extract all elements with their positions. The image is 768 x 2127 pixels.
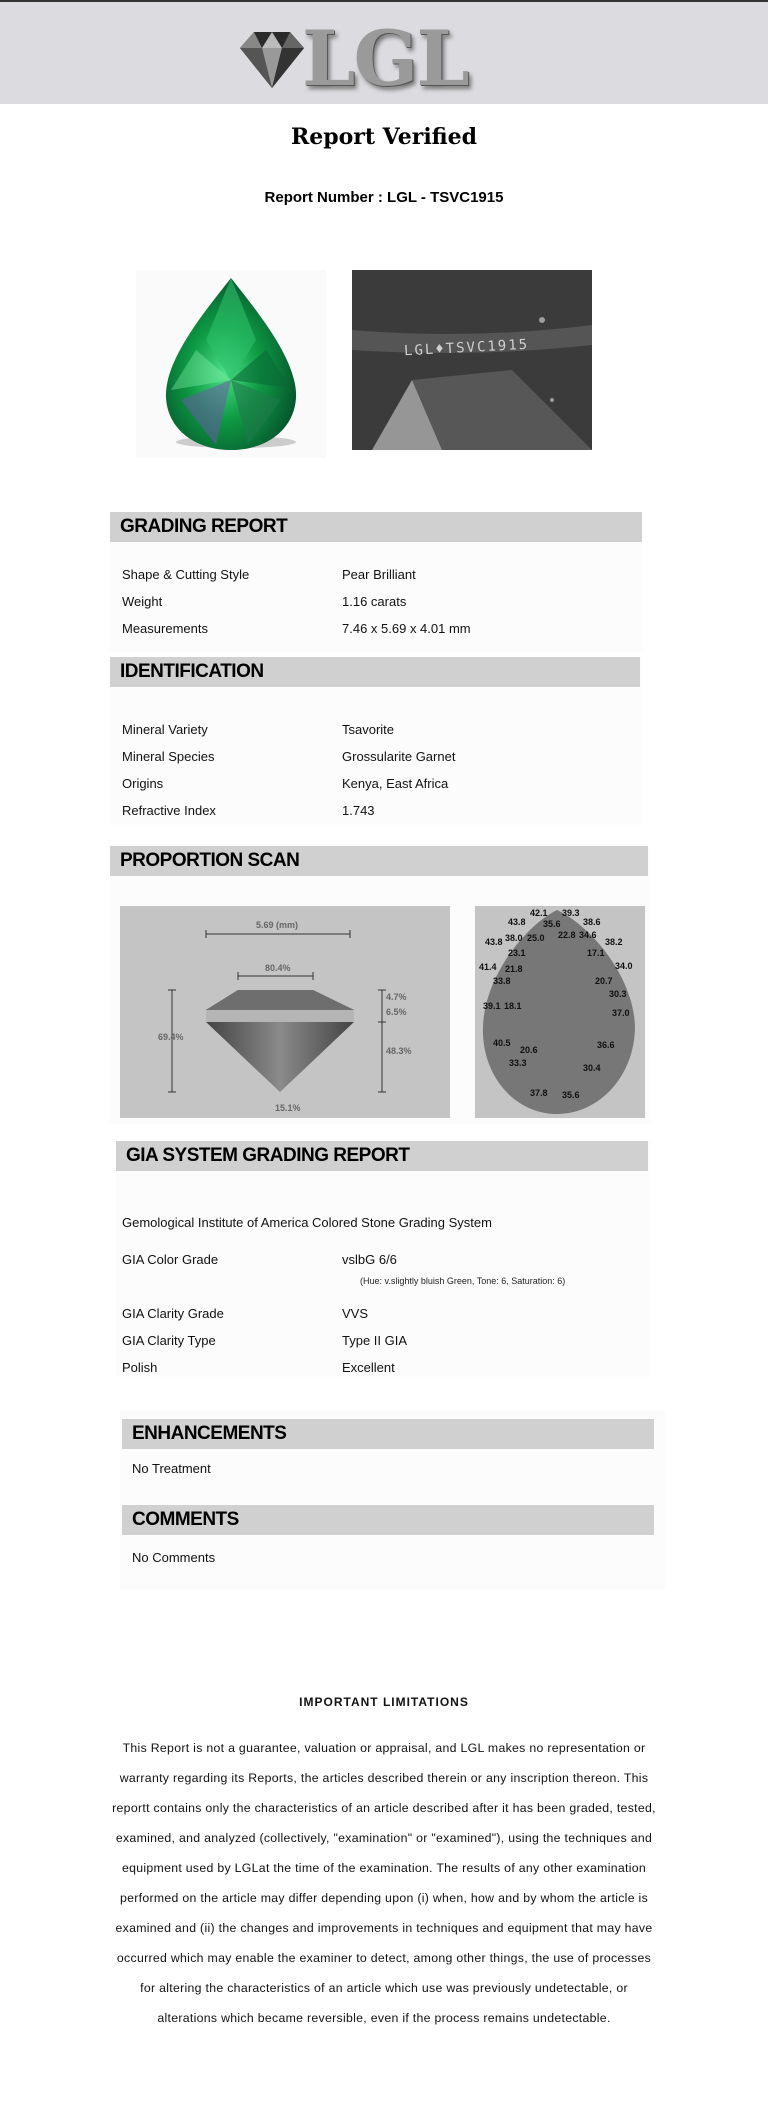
lgl-logo (232, 14, 492, 103)
gia-intro-text: Gemological Institute of America Colored Stone Grading System (122, 1215, 492, 1230)
row-label: Polish (122, 1360, 158, 1375)
row-value: VVS (342, 1306, 369, 1321)
scan-value: 35.6 (543, 919, 561, 929)
scan-value: 34.6 (579, 930, 597, 940)
profile-girdle-label: 6.5% (386, 1007, 407, 1017)
scan-value: 37.0 (612, 1008, 630, 1018)
scan-value: 18.1 (504, 1001, 522, 1011)
gia-grading-heading: GIA SYSTEM GRADING REPORT (116, 1141, 648, 1171)
identification-heading: IDENTIFICATION (110, 657, 640, 687)
page-title: Report Verified (290, 124, 478, 150)
logo-text: LGL (302, 14, 468, 103)
scan-value: 38.6 (583, 917, 601, 927)
scan-value: 20.7 (595, 976, 613, 986)
proportion-scan-section (110, 846, 650, 1124)
scan-value: 37.8 (530, 1088, 548, 1098)
scan-value: 36.6 (597, 1040, 615, 1050)
report-number: Report Number : LGL - TSVC1915 (264, 189, 504, 206)
scan-value: 39.3 (562, 908, 580, 918)
gia-color-note: (Hue: v.slightly bluish Green, Tone: 6, Saturation: 6) (360, 1276, 566, 1286)
profile-crown-label: 4.7% (386, 992, 407, 1002)
comments-heading: COMMENTS (122, 1505, 654, 1535)
scan-value: 22.8 (558, 930, 576, 940)
row-label: Measurements (122, 621, 208, 636)
scan-value: 35.6 (562, 1090, 580, 1100)
laser-inscription: LGL♦TSVC1915 (403, 336, 530, 360)
row-label: Refractive Index (122, 803, 216, 818)
row-value: Kenya, East Africa (342, 776, 449, 791)
row-value: Tsavorite (342, 722, 395, 737)
scan-value: 34.0 (615, 961, 633, 971)
scan-value: 38.0 (505, 933, 523, 943)
row-value: Pear Brilliant (342, 567, 416, 582)
grading-report-heading: GRADING REPORT (110, 512, 642, 542)
row-value: Excellent (342, 1360, 395, 1375)
row-label: Mineral Variety (122, 722, 208, 737)
scan-value: 38.2 (605, 937, 623, 947)
profile-table-label: 80.4% (265, 963, 291, 973)
profile-culet-label: 15.1% (275, 1103, 301, 1113)
row-label: Mineral Species (122, 749, 215, 764)
enhancements-comments-section (120, 1410, 666, 1590)
scan-value: 30.3 (609, 989, 627, 999)
row-value: 1.743 (342, 803, 375, 818)
identification-section (110, 657, 642, 825)
row-value: 1.16 carats (342, 594, 407, 609)
diamond-logo-icon (232, 26, 312, 96)
row-label: Origins (122, 776, 164, 791)
profile-pavilion-label: 48.3% (386, 1046, 412, 1056)
row-value: 7.46 x 5.69 x 4.01 mm (342, 621, 471, 636)
proportion-top-view-diagram (475, 906, 645, 1118)
row-label: Shape & Cutting Style (122, 567, 250, 582)
scan-value: 30.4 (583, 1063, 601, 1073)
scan-value: 25.0 (527, 933, 545, 943)
scan-value: 39.1 (483, 1001, 501, 1011)
row-value: Grossularite Garnet (342, 749, 456, 764)
row-value: Type II GIA (342, 1333, 408, 1348)
top-view-values (475, 906, 645, 1118)
profile-width-label: 5.69 (mm) (256, 920, 299, 930)
row-label: Weight (122, 594, 163, 609)
scan-value: 23.1 (508, 948, 526, 958)
header-banner (0, 0, 768, 104)
comments-text: No Comments (132, 1550, 216, 1565)
row-label: GIA Clarity Grade (122, 1306, 224, 1321)
proportion-scan-heading: PROPORTION SCAN (110, 846, 648, 876)
scan-value: 42.1 (530, 908, 548, 918)
scan-value: 33.8 (493, 976, 511, 986)
scan-value: 21.8 (505, 964, 523, 974)
scan-value: 40.5 (493, 1038, 511, 1048)
enhancements-text: No Treatment (132, 1461, 211, 1476)
scan-value: 17.1 (587, 948, 605, 958)
row-value: vslbG 6/6 (342, 1252, 397, 1267)
limitations-body: This Report is not a guarantee, valuation or appraisal, and LGL makes no representation or warranty regarding its Reports, the articles described therein or any inscription thereon. This reportt contains only the characteristics of an article described after it has been graded, tested, examined, and analyzed (collectively, "examination" or "examined"), using the techniques and equipment used by LGLat the time of the examination. The results of any other examination performed on the article may differ depending upon (i) when, how and by whom the article is examined and (ii) the changes and improvements in techniques and equipment that may have occurred which may enable the examiner to detect, among other things, the use of processes for altering the characteristics of an article which use was previously undetectable, or alterations which became reversible, even if the process remains undetectable. (112, 1741, 656, 2025)
scan-value: 33.3 (509, 1058, 527, 1068)
gemstone-photo (136, 270, 326, 458)
gia-grading-section (116, 1141, 650, 1377)
row-label: GIA Color Grade (122, 1252, 219, 1267)
scan-value: 43.8 (485, 937, 503, 947)
row-label: GIA Clarity Type (122, 1333, 216, 1348)
limitations-heading: IMPORTANT LIMITATIONS (299, 1695, 469, 1709)
proportion-profile-diagram (120, 906, 450, 1118)
scan-value: 41.4 (479, 962, 497, 972)
enhancements-heading: ENHANCEMENTS (122, 1419, 654, 1449)
profile-depth-label: 69.4% (158, 1032, 184, 1042)
inscription-photo (352, 270, 592, 450)
scan-value: 20.6 (520, 1045, 538, 1055)
grading-report-section (110, 512, 642, 652)
scan-value: 43.8 (508, 917, 526, 927)
